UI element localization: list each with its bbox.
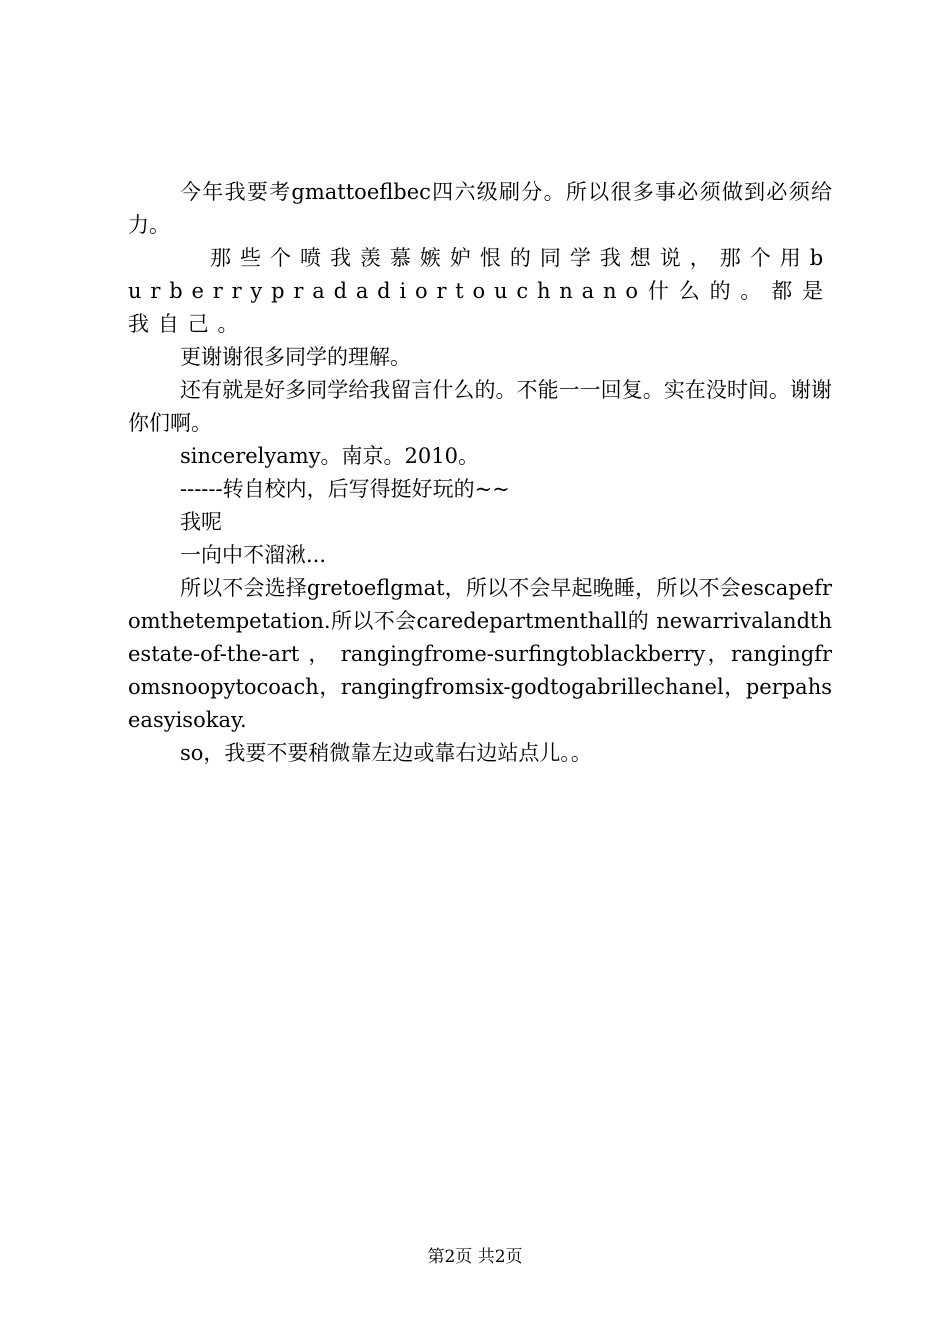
- paragraph-8: 一向中不溜湫...: [180, 543, 327, 567]
- paragraph-9: 所以不会选择gretoeflgmat，所以不会早起晚睡，所以不会escapefromthetempetation.所以不会caredepartmenthall的 newarrivalandthestate-of-the-art ， rangingfrome-surfingtoblackberry，rangingfromsnoopytocoach，rangingfromsix-godtogabrillechanel，perpahseasyisokay.: [128, 576, 832, 732]
- paragraph-7: 我呢: [180, 510, 222, 534]
- paragraph-6: ------转自校内，后写得挺好玩的~~: [180, 477, 510, 501]
- paragraph-1: 今年我要考gmattoeflbec四六级刷分。所以很多事必须做到必须给力。: [128, 180, 832, 237]
- paragraph-2: 那些个喷我羡慕嫉妒恨的同学我想说，那个用burberrypradadiortouchnano什么的。都是我自己。: [128, 246, 832, 336]
- paragraph-4: 还有就是好多同学给我留言什么的。不能一一回复。实在没时间。谢谢你们啊。: [128, 378, 832, 435]
- document-body: [128, 176, 832, 770]
- paragraph-10: so，我要不要稍微靠左边或靠右边站点儿。。: [180, 741, 592, 765]
- page-number-footer: 第2页 共2页: [427, 1247, 523, 1267]
- paragraph-5: sincerelyamy。南京。2010。: [180, 444, 479, 468]
- paragraph-3: 更谢谢很多同学的理解。: [180, 345, 411, 369]
